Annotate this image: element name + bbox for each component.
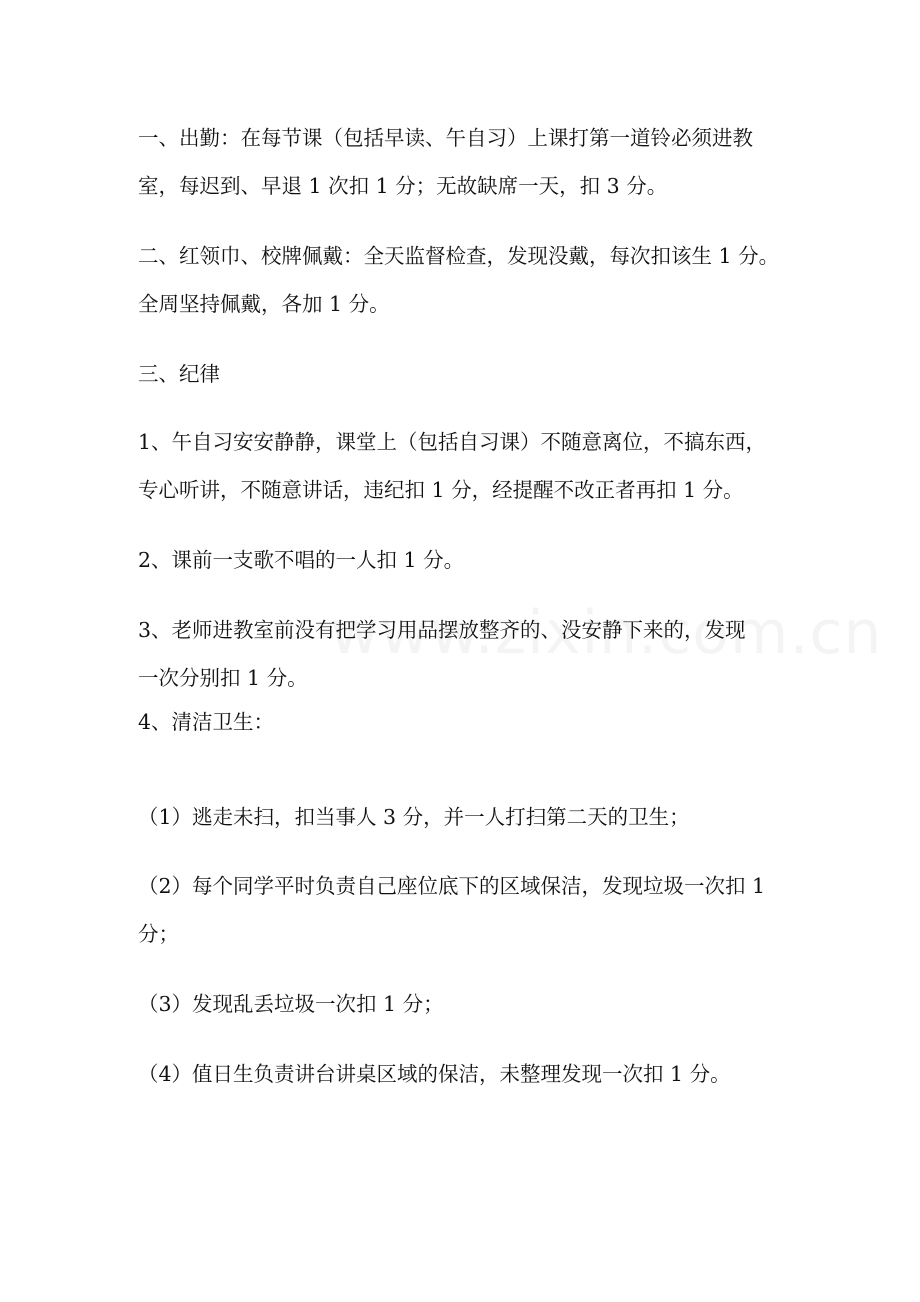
rule-discipline-2 (138, 536, 788, 584)
section-heading-cleaning (138, 698, 788, 746)
text-line: 专心听讲，不随意讲话，违纪扣 1 分，经提醒不改正者再扣 1 分。 (138, 478, 744, 502)
text-line: 3、老师进教室前没有把学习用品摆放整齐的、没安静下来的，发现 (138, 618, 746, 642)
text-line: 二、红领巾、校牌佩戴：全天监督检查，发现没戴，每次扣该生 1 分。 (138, 244, 780, 268)
text-line: 1、午自习安安静静，课堂上（包括自习课）不随意离位，不搞东西， (138, 430, 767, 454)
text-line: 4、清洁卫生： (138, 710, 275, 734)
text-line: 分； (138, 922, 179, 946)
text-line: 三、纪律 (138, 362, 220, 386)
text-line: （3）发现乱丢垃圾一次扣 1 分； (138, 992, 444, 1016)
text-line: 一次分别扣 1 分。 (138, 666, 308, 690)
text-line: （2）每个同学平时负责自己座位底下的区域保洁，发现垃圾一次扣 1 (138, 874, 766, 898)
rule-cleaning-3 (138, 980, 788, 1028)
rule-attendance (138, 114, 788, 210)
rule-cleaning-4 (138, 1050, 788, 1098)
rule-cleaning-2 (138, 862, 788, 958)
rule-discipline-1 (138, 418, 788, 514)
rule-scarf-badge (138, 232, 788, 328)
text-line: （4）值日生负责讲台讲桌区域的保洁，未整理发现一次扣 1 分。 (138, 1062, 731, 1086)
text-line: 全周坚持佩戴，各加 1 分。 (138, 292, 390, 316)
rule-cleaning-1 (138, 793, 788, 841)
text-line: 一、出勤：在每节课（包括早读、午自习）上课打第一道铃必须进教 (138, 126, 753, 150)
text-line: （1）逃走未扫，扣当事人 3 分，并一人打扫第二天的卫生； (138, 805, 690, 829)
text-line: 室，每迟到、早退 1 次扣 1 分；无故缺席一天，扣 3 分。 (138, 174, 668, 198)
text-line: 2、课前一支歌不唱的一人扣 1 分。 (138, 548, 465, 572)
section-heading-discipline (138, 350, 788, 398)
rule-discipline-3 (138, 606, 788, 702)
